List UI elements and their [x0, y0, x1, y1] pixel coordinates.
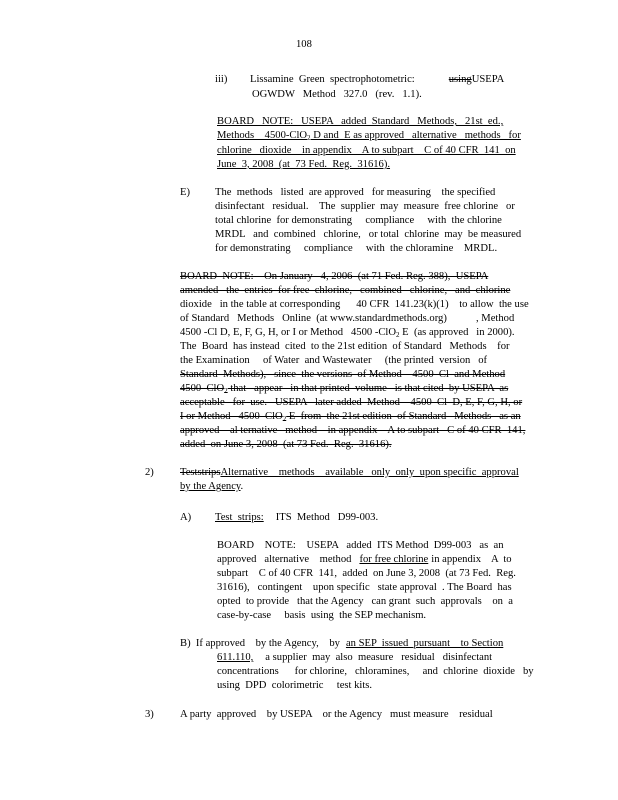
item-iii-text-a: Lissamine Green spectrophotometric:	[250, 74, 415, 85]
note-2-line-10: acceptable for use. USEPA later added Method 4500 Cl D, E, F, G, H, or	[180, 397, 523, 408]
item-e-line-3: total chlorine for demonstrating compliance with the chlorine	[215, 215, 502, 226]
item-2-line-1: TeststripsAlternative methods available only only upon specific approval	[180, 467, 519, 478]
note-2-line-11: I or Method 4500 ClO$_2$ E from the 21st edition of Standard Methods as an	[180, 411, 521, 423]
note-3-line-6: case-by-case basis using the SEP mechanism.	[217, 610, 427, 621]
item-e-line-1: The methods listed are approved for measuring the specified	[215, 187, 496, 198]
note-3-line-3: subpart C of 40 CFR 141, added on June 3, 2008 (at 73 Fed. Reg.	[217, 568, 516, 579]
note-2-line-12: approved al ternative method in appendix A to subpart C of 40 CFR 141,	[180, 425, 526, 436]
item-a-line: Test strips: ITS Method D99-003.	[215, 512, 379, 523]
note-3-line-4: 31616), contingent upon specific state approval . The Board has	[217, 582, 512, 593]
page-number: 108	[296, 39, 312, 50]
item-a-marker: A)	[180, 512, 192, 523]
note-2-line-9: 4500 ClO$_2$ that appear in that printed volume is that cited by USEPA as	[180, 383, 509, 395]
note-1-line-3: chlorine dioxide in appendix A to subpart C of 40 CFR 141 on	[217, 145, 516, 156]
item-b-line-2: 611.110, a supplier may also measure residual disinfectant	[217, 652, 493, 663]
item-iii-line-1	[250, 73, 504, 87]
item-2-marker: 2)	[145, 467, 154, 478]
note-2-line-3: dioxide in the table at corresponding 40 CFR 141.23(k)(1) to allow the use	[180, 299, 529, 310]
item-3-line: A party approved by USEPA or the Agency must measure residual	[180, 709, 493, 720]
item-iii-text-b: USEPA	[471, 74, 505, 85]
item-b-line-1: B) If approved by the Agency, by an SEP issued pursuant to Section	[180, 638, 504, 649]
item-e-line-5: for demonstrating compliance with the chloramine MRDL.	[215, 243, 498, 254]
note-1-line-2: Methods 4500-ClO$_2$ D and E as approved alternative methods for	[217, 130, 521, 142]
note-2-line-2: amended the entries for free chlorine, combined chlorine, and chlorine	[180, 285, 511, 296]
note-1-line-1: BOARD NOTE: USEPA added Standard Methods, 21st ed.,	[217, 116, 504, 127]
note-2-line-5: 4500 -Cl D, E, F, G, H, or I or Method 4500 -ClO$_2$ E (as approved in 2000).	[180, 327, 515, 339]
item-e-marker: E)	[180, 187, 190, 198]
note-2-line-13: added on June 3, 2008 (at 73 Fed. Reg. 31616).	[180, 439, 392, 450]
item-e-line-2: disinfectant residual. The supplier may measure free chlorine or	[215, 201, 515, 212]
struck-using: using	[448, 74, 472, 85]
item-iii-marker: iii)	[215, 74, 228, 85]
item-b-line-3: concentrations for chlorine, chloramines, and chlorine dioxide by	[217, 666, 534, 677]
item-iii-line-2: OGWDW Method 327.0 (rev. 1.1).	[252, 89, 422, 100]
item-e-line-4: MRDL and combined chlorine, or total chlorine may be measured	[215, 229, 522, 240]
note-2-line-8: Standard Methods), since the versions of Method 4500 Cl and Method	[180, 369, 506, 380]
struck-teststrips: Teststrips	[180, 467, 221, 478]
item-b-line-4: using DPD colorimetric test kits.	[217, 680, 373, 691]
note-1-line-4: June 3, 2008 (at 73 Fed. Reg. 31616).	[217, 159, 391, 170]
note-3-line-2: approved alternative method for free chlorine in appendix A to	[217, 554, 512, 565]
note-3-line-5: opted to provide that the Agency can grant such approvals on a	[217, 596, 513, 607]
note-3-line-1: BOARD NOTE: USEPA added ITS Method D99-003 as an	[217, 540, 504, 551]
test-strips-label: Test strips:	[215, 512, 264, 523]
note-2-line-7: the Examination of Water and Wastewater (the printed version of	[180, 355, 488, 366]
item-3-marker: 3)	[145, 709, 154, 720]
note-2-line-1: BOARD NOTE: On January 4, 2006 (at 71 Fed. Reg. 388), USEPA	[180, 271, 489, 282]
note-2-line-4: of Standard Methods Online (at www.standardmethods.org) , Method	[180, 313, 515, 324]
item-2-line-2: by the Agency.	[180, 481, 244, 492]
note-2-line-6: The Board has instead cited to the 21st edition of Standard Methods for	[180, 341, 510, 352]
